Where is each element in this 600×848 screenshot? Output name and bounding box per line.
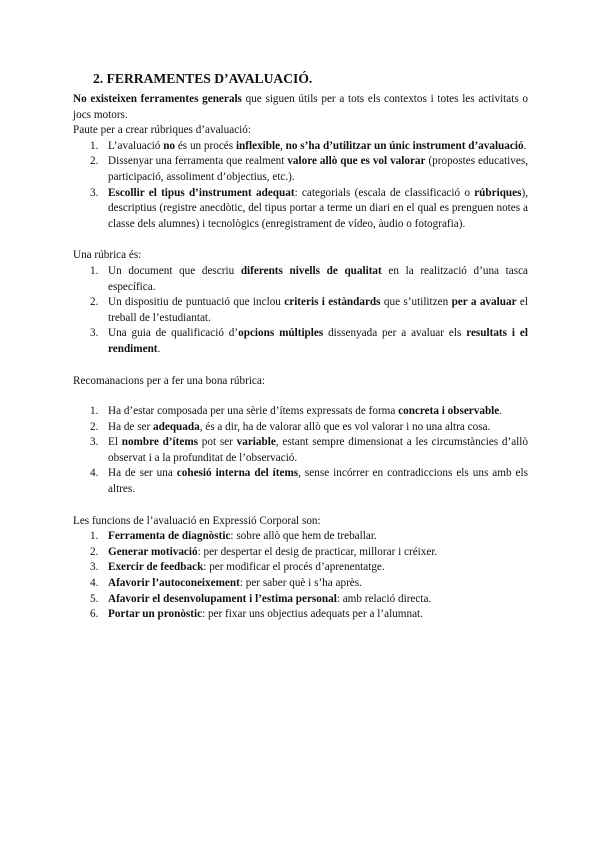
- bold-text: inflexible: [235, 139, 281, 152]
- spacer: [73, 389, 528, 404]
- list-item: [73, 576, 528, 592]
- text: : per despertar el desig de practicar, millorar i créixer.: [197, 545, 438, 558]
- text: L’avaluació: [108, 139, 164, 152]
- text: Una guia de qualificació d’: [108, 327, 239, 340]
- text: Ha de ser una: [108, 467, 177, 480]
- list-item: [73, 560, 528, 576]
- bold-text: adequada: [153, 420, 200, 433]
- rubric-definition-list: [73, 264, 528, 358]
- spacer: [73, 232, 528, 248]
- item-number: 2.: [90, 155, 99, 168]
- list-item: [73, 545, 528, 561]
- text: Dissenyar una ferramenta que realment: [108, 155, 288, 168]
- text: Ha de ser: [108, 420, 154, 433]
- list-item: [73, 529, 528, 545]
- list-item: [73, 186, 528, 233]
- text: Un document que descriu: [108, 264, 241, 277]
- section-title: 2. FERRAMENTES D’AVALUACIÓ.: [93, 71, 313, 86]
- bold-text: Portar un pronòstic: [108, 608, 203, 621]
- bold-text: rúbriques: [474, 186, 522, 199]
- recommendations-list: [73, 404, 528, 498]
- bold-text: diferents nivells de qualitat: [240, 264, 382, 277]
- bold-text: opcions múltiples: [238, 327, 324, 340]
- list-item: [73, 139, 528, 155]
- item-number: 1.: [90, 139, 99, 152]
- list-item: [73, 326, 528, 357]
- list-item: [73, 466, 528, 497]
- bold-text: valore allò que es vol valorar: [287, 155, 426, 168]
- spacer: [73, 498, 528, 514]
- spacer: [73, 358, 528, 374]
- text: : sobre allò que hem de treballar.: [230, 530, 377, 543]
- bold-text: no s’ha d’utilitzar un únic instrument d’avaluació: [285, 139, 524, 152]
- list-item: [73, 607, 528, 623]
- text: el treball de l’estudiantat.: [108, 296, 529, 324]
- text: : categorials (escala de classificació o: [294, 186, 475, 199]
- text: : per modificar el procés d’aprenentatge.: [203, 561, 385, 574]
- bold-text: concreta i observable: [398, 405, 500, 418]
- text: , sense incórrer en contradiccions els uns amb els altres.: [108, 467, 528, 496]
- text: (propostes educatives, participació, assoliment d’objectius, etc.).: [108, 155, 528, 183]
- item-number: 3.: [90, 561, 99, 574]
- rubric-guidelines-heading: Paute per a crear rúbriques d’avaluació:: [73, 124, 251, 137]
- list-item: [73, 295, 528, 326]
- list-item: [73, 404, 528, 420]
- intro-bold: No existeixen ferramentes generals: [73, 93, 242, 105]
- text: , estant sempre dimensionat a les circumstàncies d’allò observat i a la profunditat de l’observació.: [108, 436, 528, 464]
- bold-text: Afavorir l’autoconeixement: [108, 577, 240, 590]
- item-number: 3.: [90, 436, 99, 449]
- intro-text: que siguen útils per a tots els contextos i totes les activitats o jocs motors.: [73, 93, 529, 121]
- bold-text: criteris i estàndards: [284, 296, 381, 309]
- item-number: 2.: [90, 296, 99, 309]
- text: Ha d’estar composada per una sèrie d’ítems expressats de forma: [108, 405, 399, 418]
- functions-list: [73, 529, 528, 623]
- bold-text: Exercir de feedback: [108, 561, 204, 574]
- text: pot ser: [198, 436, 237, 449]
- text: : per fixar uns objectius adequats per a l’alumnat.: [202, 608, 423, 621]
- bold-text: resultats i el rendiment: [108, 327, 528, 355]
- text: ,: [280, 139, 286, 152]
- text: , és a dir, ha de valorar allò que es vol valorar i no una altra cosa.: [199, 420, 491, 433]
- bold-text: Escollir el tipus d’instrument adequat: [108, 186, 295, 199]
- text: .: [157, 342, 161, 355]
- item-number: 1.: [90, 530, 99, 543]
- item-number: 4.: [90, 467, 99, 480]
- text: és un procés: [175, 139, 236, 152]
- list-item: [73, 435, 528, 466]
- rubric-definition-heading: Una rúbrica és:: [73, 249, 142, 262]
- text: ), descriptius (registre anecdòtic, del tipus portar a terme un diari en el qual es prenguen notes a classe dels alumnes) i tecnològics (enregistrament de vídeo, àudio o fotografia).: [108, 186, 528, 230]
- intro-paragraph: [73, 92, 528, 123]
- item-number: 3.: [90, 327, 99, 340]
- bold-text: Afavorir el desenvolupament i l’estima personal: [108, 592, 337, 605]
- list-item: [73, 592, 528, 608]
- item-number: 2.: [90, 545, 99, 558]
- item-number: 1.: [90, 405, 99, 418]
- rubric-guidelines-list: [73, 139, 528, 233]
- bold-text: Generar motivació: [108, 545, 198, 558]
- recommendations-heading: Recomanacions per a fer una bona rúbrica:: [73, 374, 265, 387]
- item-number: 1.: [90, 264, 99, 277]
- text: Un dispositiu de puntuació que inclou: [108, 296, 285, 309]
- document-page: [73, 70, 528, 623]
- functions-heading: Les funcions de l’avaluació en Expressió Corporal son:: [73, 514, 321, 527]
- text: .: [499, 405, 503, 418]
- item-number: 2.: [90, 420, 99, 433]
- text: en la realització d’una tasca específica.: [108, 264, 529, 293]
- bold-text: cohesió interna del ítems: [176, 467, 299, 480]
- bold-text: variable: [236, 436, 276, 449]
- text: : amb relació directa.: [336, 592, 432, 605]
- item-number: 5.: [90, 592, 99, 605]
- bold-text: Ferramenta de diagnòstic: [108, 530, 231, 543]
- text: .: [523, 139, 527, 152]
- text: : per saber què i s’ha après.: [239, 577, 362, 590]
- text: que s’utilitzen: [380, 296, 452, 309]
- text: dissenyada per a avaluar els: [323, 327, 467, 340]
- item-number: 3.: [90, 186, 99, 199]
- bold-text: per a avaluar: [451, 296, 517, 309]
- list-item: [73, 154, 528, 185]
- text: El: [108, 436, 122, 449]
- bold-text: nombre d’ítems: [121, 436, 198, 449]
- bold-text: no: [163, 139, 176, 152]
- list-item: [73, 420, 528, 436]
- item-number: 6.: [90, 608, 99, 621]
- list-item: [73, 264, 528, 295]
- item-number: 4.: [90, 577, 99, 590]
